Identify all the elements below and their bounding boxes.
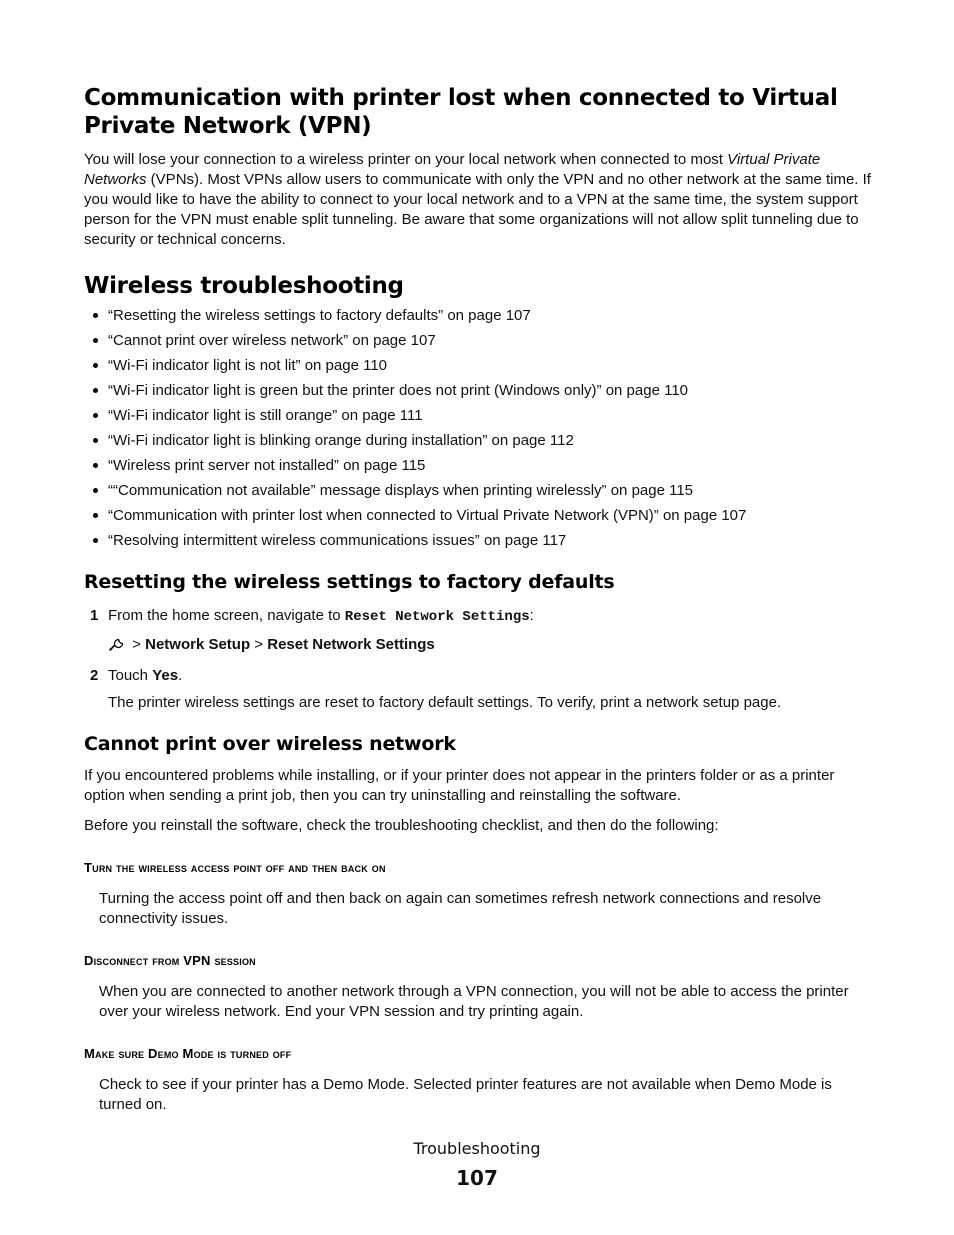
step-number: 1 [90, 607, 99, 624]
wrench-icon [108, 636, 128, 653]
path-item-network-setup: Network Setup [145, 636, 251, 653]
topic-link[interactable]: “Wi‑Fi indicator light is still orange” on page 111 [108, 407, 423, 424]
vpn-body-part2: (VPNs). Most VPNs allow users to communicate with only the VPN and no other network at the same time. If you would like to have the ability to connect to your local network and to a VPN at the same time, the system support person for the VPN must enable split tunneling. Be aware that some organizations will not allow split tunneling due to security or technical concerns. [84, 171, 871, 248]
step-2-text: Touch [108, 667, 153, 684]
subsection-title-vpn: Disconnect from VPN session [84, 953, 256, 968]
wireless-section-title: Wireless troubleshooting [84, 273, 404, 299]
topic-link[interactable]: ““Communication not available” message displays when printing wirelessly” on page 115 [108, 482, 694, 499]
list-item[interactable] [84, 453, 874, 478]
topic-link[interactable]: “Communication with printer lost when connected to Virtual Private Network (VPN)” on page 107 [108, 507, 747, 524]
path-separator: > [128, 636, 146, 653]
step-1-text: From the home screen, navigate to [108, 607, 345, 624]
step-number: 2 [90, 667, 99, 684]
list-item[interactable] [84, 428, 874, 453]
subsection-title-access-point: Turn the wireless access point off and then back on [84, 860, 386, 875]
footer-section-label: Troubleshooting [413, 1139, 541, 1158]
step-text [108, 606, 534, 627]
topic-link[interactable]: “Resolving intermittent wireless communications issues” on page 117 [108, 532, 567, 549]
subsection-body-vpn: When you are connected to another network through a VPN connection, you will not be able to access the printer over your wireless network. End your VPN session and try printing again. [99, 983, 849, 1020]
cannot-print-para-2: Before you reinstall the software, check the troubleshooting checklist, and then do the following: [84, 817, 719, 834]
bullet-icon [93, 388, 98, 393]
navigation-path [108, 634, 435, 655]
subsection-title-demo-mode: Make sure Demo Mode is turned off [84, 1046, 292, 1061]
topic-link[interactable]: “Cannot print over wireless network” on page 107 [108, 332, 436, 349]
step-2-period: . [178, 667, 183, 684]
vpn-section-body [84, 150, 874, 250]
cannot-print-section-title: Cannot print over wireless network [84, 733, 456, 755]
bullet-icon [93, 538, 98, 543]
page-number: 107 [456, 1166, 498, 1190]
subsection-body-demo-mode: Check to see if your printer has a Demo Mode. Selected printer features are not available when Demo Mode is turned on. [99, 1076, 832, 1113]
step-2-bold: Yes [152, 667, 179, 684]
topic-link[interactable]: “Wi‑Fi indicator light is blinking orange during installation” on page 112 [108, 432, 574, 449]
bullet-icon [93, 338, 98, 343]
list-item[interactable] [84, 328, 874, 353]
subsection-body-access-point: Turning the access point off and then back on again can sometimes refresh network connections and resolve connectivity issues. [99, 890, 822, 927]
bullet-icon [93, 488, 98, 493]
bullet-icon [93, 513, 98, 518]
list-item[interactable] [84, 353, 874, 378]
bullet-icon [93, 313, 98, 318]
path-item-reset-network-settings: Reset Network Settings [267, 636, 435, 653]
list-item[interactable] [84, 528, 874, 553]
reset-section-title: Resetting the wireless settings to factory defaults [84, 571, 615, 593]
cannot-print-para-1: If you encountered problems while installing, or if your printer does not appear in the printers folder or as a printer option when sending a print job, then you can try uninstalling and reinstalling the software. [84, 767, 835, 804]
vpn-body-italic: Virtual Private Networks [84, 151, 821, 188]
vpn-section-title: Communication with printer lost when connected to Virtual Private Network (VPN) [84, 85, 838, 139]
bullet-icon [93, 413, 98, 418]
list-item[interactable] [84, 478, 874, 503]
vpn-body-part1: You will lose your connection to a wireless printer on your local network when connected to most [84, 151, 728, 168]
wireless-topic-list [84, 303, 874, 553]
list-item[interactable] [84, 303, 874, 328]
step-text [108, 666, 182, 686]
path-separator: > [250, 636, 268, 653]
list-item[interactable] [84, 403, 874, 428]
list-item[interactable] [84, 378, 874, 403]
step-2-body: The printer wireless settings are reset to factory default settings. To verify, print a network setup page. [108, 694, 782, 711]
topic-link[interactable]: “Wireless print server not installed” on page 115 [108, 457, 426, 474]
topic-link[interactable]: “Wi‑Fi indicator light is not lit” on page 110 [108, 357, 388, 374]
topic-link[interactable]: “Wi‑Fi indicator light is green but the printer does not print (Windows only)” on page 110 [108, 382, 688, 399]
step-1-colon: : [529, 607, 534, 624]
bullet-icon [93, 363, 98, 368]
step-1-code: Reset Network Settings [344, 609, 530, 625]
list-item[interactable] [84, 503, 874, 528]
bullet-icon [93, 438, 98, 443]
topic-link[interactable]: “Resetting the wireless settings to factory defaults” on page 107 [108, 307, 531, 324]
bullet-icon [93, 463, 98, 468]
